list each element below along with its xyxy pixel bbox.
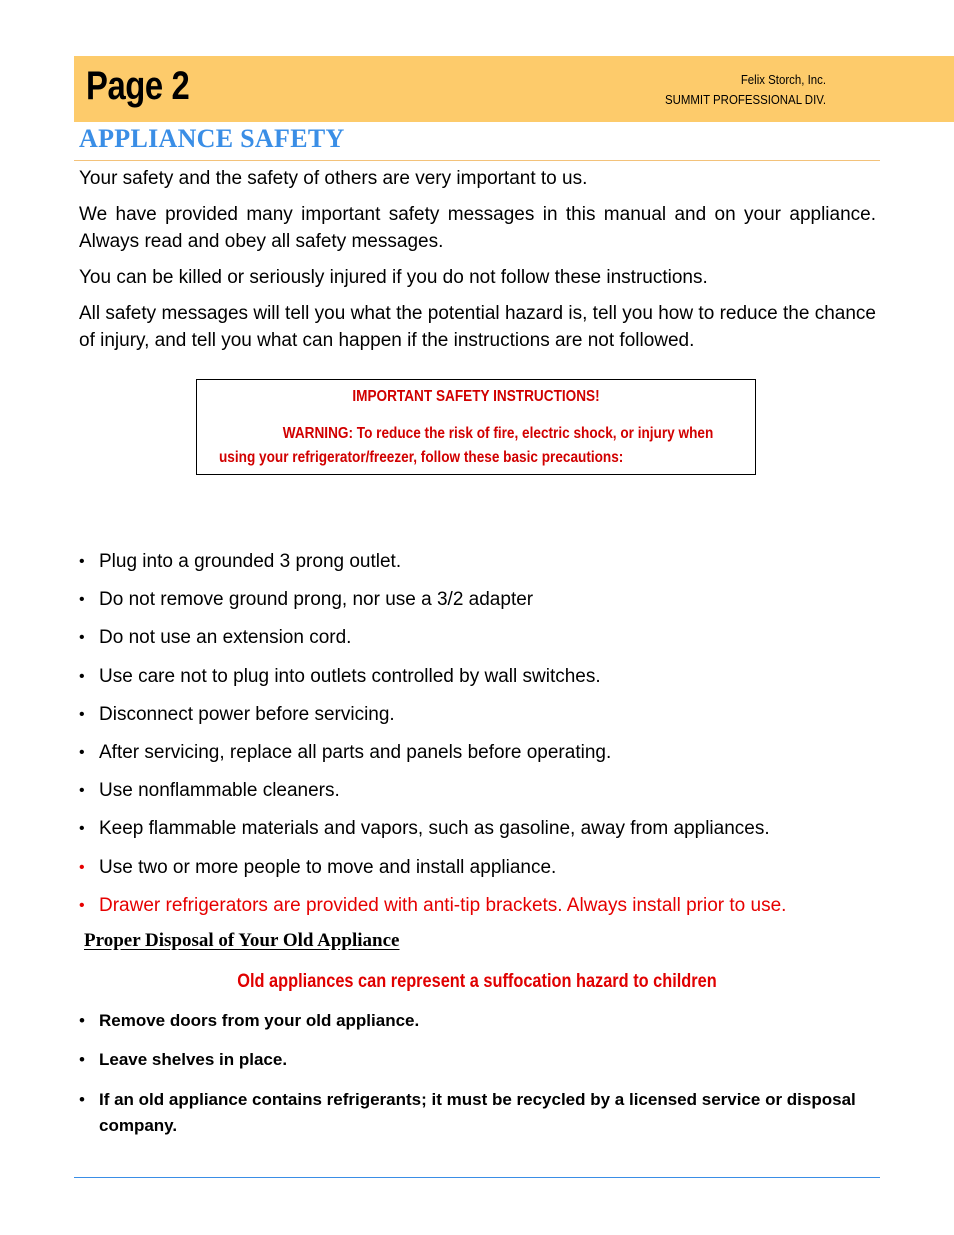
bullet-icon: •	[79, 782, 85, 800]
hazard-notice: Old appliances can represent a suffocation hazard to children	[237, 971, 717, 992]
list-item	[79, 1087, 869, 1139]
bullet-icon: •	[79, 858, 85, 876]
list-item	[79, 815, 879, 842]
list-item	[79, 1047, 869, 1073]
list-item-text: Drawer refrigerators are provided with anti-tip brackets. Always install prior to use.	[99, 894, 787, 916]
bullet-icon: •	[79, 743, 85, 761]
bullet-icon: •	[79, 1011, 85, 1030]
list-item	[79, 663, 879, 690]
list-item-text: Use two or more people to move and install appliance.	[99, 856, 557, 878]
bullet-icon: •	[79, 705, 85, 723]
page-header	[74, 56, 954, 122]
section-divider	[74, 160, 880, 161]
list-item-text: Do not use an extension cord.	[99, 627, 352, 649]
company-info	[665, 70, 826, 110]
bullet-icon: •	[79, 820, 85, 838]
bullet-icon: •	[79, 1050, 85, 1069]
list-item-text: Plug into a grounded 3 prong outlet.	[99, 551, 402, 572]
list-item-text: If an old appliance contains refrigerants; it must be recycled by a licensed service or disposal company.	[99, 1090, 856, 1135]
bullet-icon: •	[79, 896, 85, 914]
disposal-list	[79, 1008, 869, 1139]
warning-text: WARNING: To reduce the risk of fire, electric shock, or injury when using your refrigerator/freezer, follow these basic precautions:	[219, 425, 714, 466]
company-division: SUMMIT PROFESSIONAL DIV.	[664, 92, 826, 107]
list-item-text: After servicing, replace all parts and panels before operating.	[99, 741, 612, 763]
bullet-icon: •	[79, 591, 85, 609]
warning-box	[196, 379, 756, 475]
intro-text	[79, 165, 876, 363]
section-title: APPLIANCE SAFETY	[79, 124, 345, 153]
disposal-heading: Proper Disposal of Your Old Appliance	[84, 930, 400, 951]
list-item	[79, 548, 879, 575]
list-item	[79, 701, 879, 728]
list-item-warning	[79, 892, 879, 919]
intro-paragraph: You can be killed or seriously injured if you do not follow these instructions.	[79, 267, 708, 288]
company-name: Felix Storch, Inc.	[740, 72, 826, 87]
list-item	[79, 624, 879, 651]
list-item	[79, 586, 879, 613]
footer-divider	[74, 1177, 880, 1178]
list-item-text: Do not remove ground prong, nor use a 3/2 adapter	[99, 589, 534, 611]
warning-heading: IMPORTANT SAFETY INSTRUCTIONS!	[352, 388, 600, 405]
intro-paragraph: We have provided many important safety messages in this manual and on your appliance. Always read and obey all safety messages.	[79, 204, 876, 252]
bullet-icon: •	[79, 553, 85, 570]
list-item-text: Leave shelves in place.	[99, 1050, 288, 1069]
precautions-list	[79, 548, 879, 930]
bullet-icon: •	[79, 667, 85, 685]
bullet-icon: •	[79, 1090, 85, 1109]
list-item-text: Use nonflammable cleaners.	[99, 780, 340, 802]
list-item-text: Disconnect power before servicing.	[99, 703, 395, 725]
list-item-text: Remove doors from your old appliance.	[99, 1011, 420, 1030]
list-item	[79, 1008, 869, 1034]
list-item-text: Keep flammable materials and vapors, such as gasoline, away from appliances.	[99, 818, 770, 840]
page-title: Page 2	[86, 64, 190, 108]
intro-paragraph: Your safety and the safety of others are very important to us.	[79, 168, 588, 189]
intro-paragraph: All safety messages will tell you what the potential hazard is, tell you how to reduce the chance of injury, and tell you what can happen if the instructions are not followed.	[79, 303, 876, 351]
bullet-icon: •	[79, 629, 85, 647]
list-item	[79, 739, 879, 766]
list-item	[79, 777, 879, 804]
list-item-text: Use care not to plug into outlets controlled by wall switches.	[99, 665, 601, 687]
list-item	[79, 854, 879, 881]
